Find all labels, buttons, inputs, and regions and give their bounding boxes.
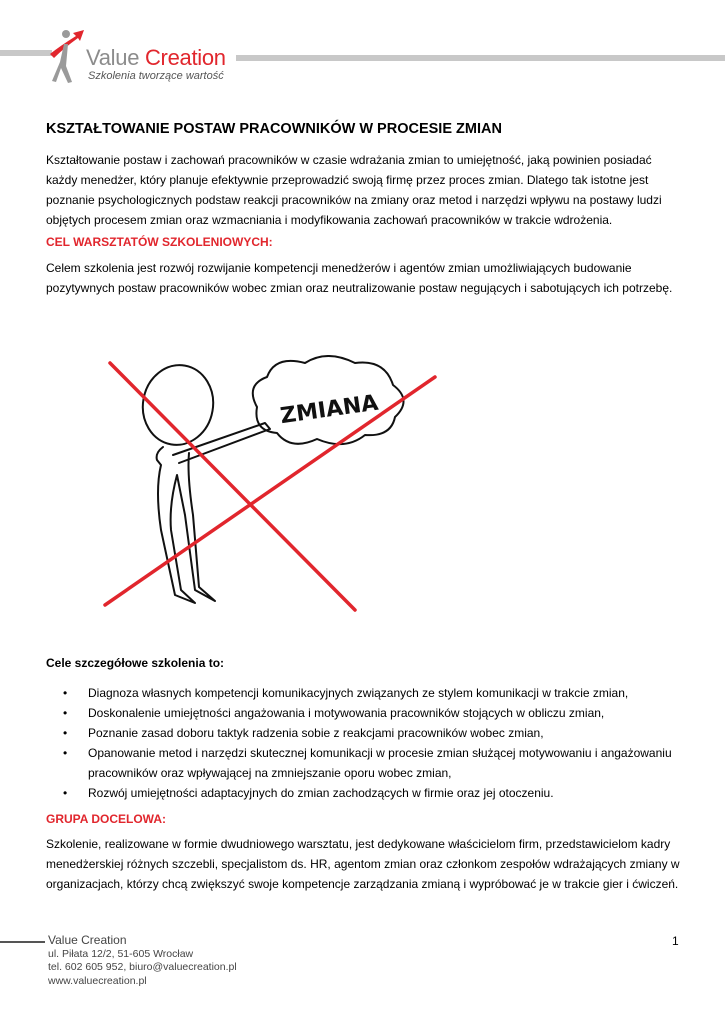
footer-company: Value Creation: [48, 933, 127, 947]
footer-contact: [48, 934, 237, 988]
target-group-heading: GRUPA DOCELOWA:: [46, 812, 166, 826]
footer-website[interactable]: www.valuecreation.pl: [48, 974, 147, 987]
logo-figure-icon: [46, 26, 88, 84]
list-item: • Opanowanie metod i narzędzi skutecznej komunikacji w procesie zmian służącej motywowaniu i angażowaniu pracowników oraz wpływającej na zmniejszanie oporu wobec zmian,: [46, 743, 686, 783]
goal-paragraph: Celem szkolenia jest rozwój rozwijanie kompetencji menedżerów i agentów zmian umożliwiających budowanie pozytywnych postaw pracowników wobec zmian oraz neutralizowanie postaw negujących i sabotujących ich potrzebę.: [46, 261, 673, 295]
illustration-word: ZMIANA: [278, 390, 380, 430]
list-item: • Rozwój umiejętności adaptacyjnych do zmian zachodzących w firmie oraz jej otoczeniu.: [46, 783, 686, 803]
logo: [46, 26, 246, 86]
footer-address: ul. Piłata 12/2, 51-605 Wrocław: [48, 947, 194, 960]
detailed-goals-heading: Cele szczegółowe szkolenia to:: [46, 656, 225, 670]
goal-heading: CEL WARSZTATÓW SZKOLENIOWYCH:: [46, 235, 273, 249]
header-bar-left: [0, 50, 52, 56]
stick-figure-illustration: [95, 355, 455, 645]
logo-title: [86, 45, 226, 71]
list-item: • Poznanie zasad doboru taktyk radzenia sobie z reakcjami pracowników wobec zmian,: [46, 723, 686, 743]
logo-brand-value: Value: [86, 45, 140, 70]
intro-paragraph: Kształtowanie postaw i zachowań pracowników w czasie wdrażania zmian to umiejętność, jaką powinien posiadać każdy menedżer, który planuje efektywnie przeprowadzić swoją firmę przez proces zmian. Dlatego tak istotne jest poznanie psychologicznych podstaw reakcji pracowników na zmiany oraz metod i narzędzi wpływu na postawy ludzi objętych procesem zmian oraz wzmacniania i modyfikowania zachowań pracowników w trakcie wdrożenia.: [46, 153, 662, 227]
page-number: 1: [672, 934, 679, 948]
footer-line: [0, 941, 45, 943]
list-item: • Diagnoza własnych kompetencji komunikacyjnych związanych ze stylem komunikacji w trakcie zmian,: [46, 683, 686, 703]
list-item: • Doskonalenie umiejętności angażowania i motywowania pracowników stojących w obliczu zmian,: [46, 703, 686, 723]
logo-tagline: Szkolenia tworzące wartość: [88, 70, 224, 82]
detailed-goals-list: [46, 683, 686, 803]
header-bar-right: [236, 55, 725, 61]
footer-contact-line: tel. 602 605 952, biuro@valuecreation.pl: [48, 961, 237, 973]
logo-brand-creation: Creation: [144, 45, 226, 70]
target-group-paragraph: Szkolenie, realizowane w formie dwudniowego warsztatu, jest dedykowane właścicielom firm, przedstawicielom kadry menedżerskiej różnych szczebli, specjalistom ds. HR, agentom zmian oraz członkom zespołów wdrażających zmiany w organizacjach, którzy chcą zwiększyć swoje kompetencje zarządzania zmianą i wypróbować je w trakcie gier i ćwiczeń.: [46, 837, 680, 891]
document-title: KSZTAŁTOWANIE POSTAW PRACOWNIKÓW W PROCESIE ZMIAN: [46, 121, 502, 137]
red-cross-line-2: [105, 377, 435, 605]
